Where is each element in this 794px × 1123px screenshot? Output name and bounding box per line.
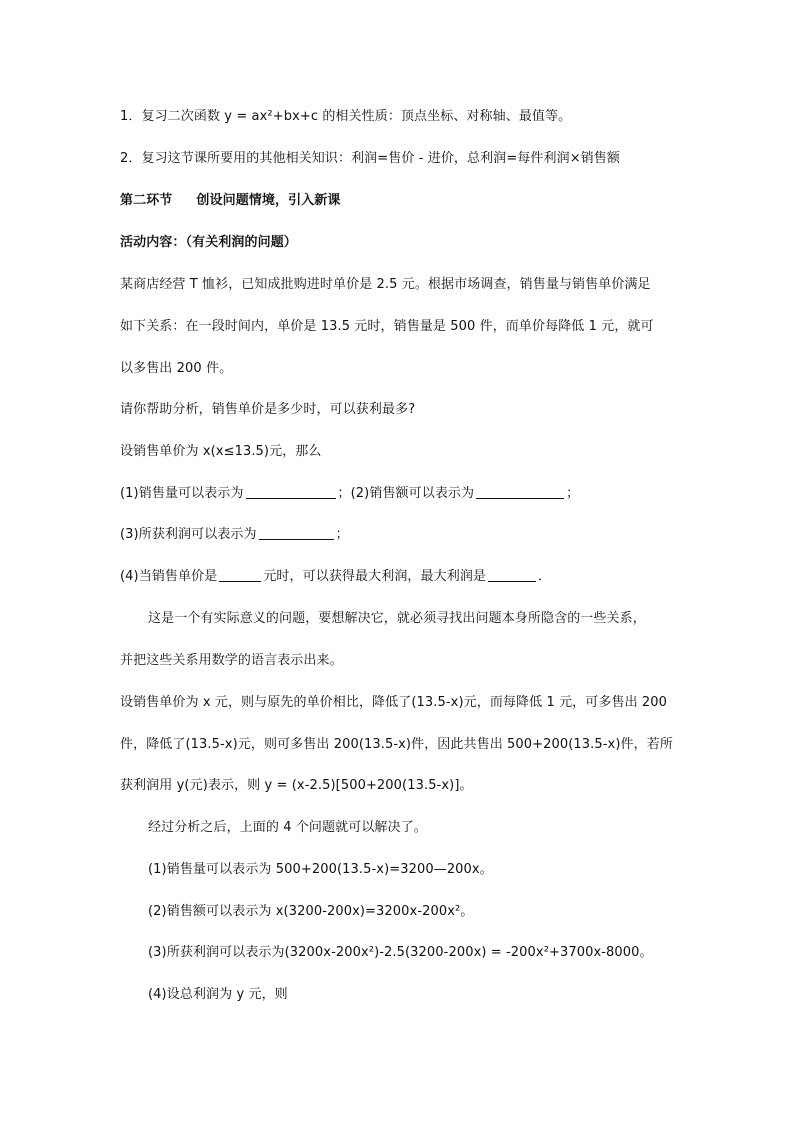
solution-4: (4)设总利润为 y 元，则 xyxy=(148,987,288,1002)
analysis-para-2-line-2: 件，降低了(13.5-x)元，则可多售出 200(13.5-x)件，因此共售出 500+200(13.5-x)件，若所 xyxy=(120,737,673,752)
analysis-para-2-line-1: 设销售单价为 x 元，则与原先的单价相比，降低了(13.5-x)元，而每降低 1 元，可多售出 200 xyxy=(120,695,668,710)
answer-blank-2 xyxy=(476,485,564,499)
question-1-2 xyxy=(120,485,680,503)
problem-line-2: 如下关系：在一段时间内，单价是 13.5 元时，销售量是 500 件，而单价每降低 1 元，就可 xyxy=(120,319,654,334)
analysis-para-1-line-1: 这是一个有实际意义的问题，要想解决它，就必须寻找出问题本身所隐含的一些关系， xyxy=(148,611,646,626)
answer-blank-5 xyxy=(488,568,536,582)
question-4-label: (4)当销售单价是 xyxy=(120,569,218,584)
question-4 xyxy=(120,568,680,586)
question-3 xyxy=(120,526,680,544)
question-4-end: ． xyxy=(538,569,552,584)
section-heading xyxy=(120,192,680,210)
question-3-label: (3)所获利润可以表示为 xyxy=(120,527,257,542)
analysis-para-1-line-2: 并把这些关系用数学的语言表示出来。 xyxy=(120,653,343,668)
problem-setup: 设销售单价为 x(x≤13.5)元，那么 xyxy=(120,444,322,459)
section-number: 第二环节 xyxy=(120,193,173,208)
problem-line-3: 以多售出 200 件。 xyxy=(120,361,233,376)
question-2-end: ； xyxy=(566,486,580,501)
analysis-conclusion: 经过分析之后，上面的 4 个问题就可以解决了。 xyxy=(148,820,427,835)
problem-line-1: 某商店经营 T 恤衫，已知成批购进时单价是 2.5 元。根据市场调查，销售量与销售单价满足 xyxy=(120,277,651,292)
section-title: 创设问题情境，引入新课 xyxy=(196,193,341,208)
question-1-label: (1)销售量可以表示为 xyxy=(120,486,244,501)
answer-blank-4 xyxy=(219,568,261,582)
question-3-end: ； xyxy=(335,527,349,542)
question-2-label: ；(2)销售额可以表示为 xyxy=(337,486,475,501)
review-item-1: 1．复习二次函数 y = ax²+bx+c 的相关性质：顶点坐标、对称轴、最值等。 xyxy=(120,109,572,124)
solution-1: (1)销售量可以表示为 500+200(13.5-x)=3200—200x。 xyxy=(148,862,493,877)
problem-question: 请你帮助分析，销售单价是多少时，可以获利最多? xyxy=(120,402,416,417)
answer-blank-1 xyxy=(246,485,336,499)
question-4-mid: 元时，可以获得最大利润，最大利润是 xyxy=(263,569,487,584)
review-item-2: 2．复习这节课所要用的其他相关知识：利润=售价 - 进价，总利润=每件利润×销售额 xyxy=(120,151,621,166)
solution-3: (3)所获利润可以表示为(3200x-200x²)-2.5(3200-200x) = -200x²+3700x-8000。 xyxy=(148,945,653,960)
answer-blank-3 xyxy=(259,526,334,540)
activity-heading: 活动内容：（有关利润的问题） xyxy=(120,235,297,250)
analysis-para-2-line-3: 获利润用 y(元)表示，则 y = (x-2.5)[500+200(13.5-x)]。 xyxy=(120,778,473,793)
solution-2: (2)销售额可以表示为 x(3200-200x)=3200x-200x²。 xyxy=(148,904,474,919)
